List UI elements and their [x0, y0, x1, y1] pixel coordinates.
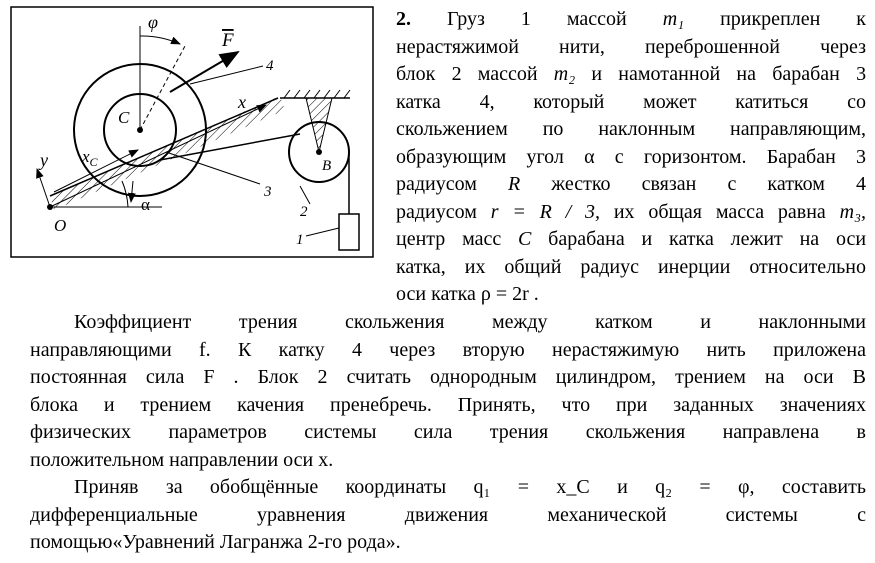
origin-o-point	[47, 204, 53, 210]
side-line-5: скольжением по наклонным направляющим,	[396, 118, 867, 140]
para2-line-3: постоянная сила F . Блок 2 считать однородным цилиндром, трением на оси B	[30, 366, 866, 388]
axis-b-point	[316, 149, 322, 155]
label-3: 3	[264, 184, 272, 200]
label-y-axis: y	[40, 150, 48, 170]
leader-3	[166, 152, 260, 184]
side-line-3: блок 2 массой m₂ и намотанной на барабан 3	[396, 63, 867, 85]
para2-line-1: Коэффициент трения скольжения между катком и наклонными	[74, 311, 866, 333]
problem-paragraph-2	[30, 309, 866, 474]
side-line-11: оси катка ρ = 2r .	[396, 283, 539, 305]
alpha-arrow	[131, 181, 133, 202]
label-4: 4	[266, 58, 274, 74]
label-b: B	[322, 158, 332, 174]
label-x-axis: x	[238, 92, 246, 112]
side-line-8: радиусом r = R / 3, их общая масса равна m₃,	[396, 200, 867, 223]
label-alpha: α	[141, 195, 150, 214]
leader-1	[306, 228, 339, 236]
mechanism-diagram	[10, 6, 374, 258]
force-f-line	[170, 52, 238, 92]
leader-2	[300, 186, 310, 204]
side-line-7: радиусом R жестко связан с катком 4	[396, 173, 866, 195]
y-axis-line	[37, 169, 50, 207]
para2-line-4: блока и трением качения пренебречь. Принять, что при заданных значениях	[30, 393, 866, 416]
ceiling-hatch	[284, 90, 350, 98]
side-line-10: катка, их общий радиус инерции относительно	[396, 255, 866, 278]
phi-arc	[140, 36, 180, 44]
label-o: O	[54, 216, 67, 235]
side-line-2: нерастяжимой нити, переброшенной через	[396, 35, 867, 58]
para2-line-6: положительном направлении оси x.	[30, 448, 334, 471]
para2-line-5: физических параметров системы сила трения скольжения направлена в	[30, 421, 866, 443]
leader-4	[190, 66, 263, 84]
problem-side-text	[396, 6, 866, 309]
para3-line-3: помощью«Уравнений Лагранжа 2-го рода».	[30, 531, 401, 553]
problem-number: 2.	[396, 8, 411, 30]
block-support	[306, 98, 332, 152]
label-2: 2	[300, 204, 308, 220]
label-xc: $x_C$	[82, 147, 98, 169]
para2-line-2: направляющими f. К катку 4 через вторую нерастяжимую нить приложена	[30, 338, 866, 361]
side-line-1: 2. Груз 1 массой m₁ прикреплен к	[396, 8, 867, 30]
label-c: C	[118, 108, 130, 127]
label-1: 1	[296, 232, 304, 248]
problem-paragraph-3	[30, 474, 866, 557]
load-1	[339, 214, 359, 250]
label-phi: φ	[148, 12, 158, 32]
side-line-6: образующим угол α с горизонтом. Барабан 3	[396, 145, 866, 168]
para3-line-1: Приняв за обобщённые координаты q₁ = x_C и q₂ = φ, составить	[74, 476, 866, 498]
side-line-4: катка 4, который может катиться со	[396, 90, 867, 113]
para3-line-2: дифференциальные уравнения движения механической системы с	[30, 503, 866, 526]
label-force-f: F	[222, 30, 234, 51]
side-line-9: центр масс C барабана и катка лежит на оси	[396, 228, 867, 250]
